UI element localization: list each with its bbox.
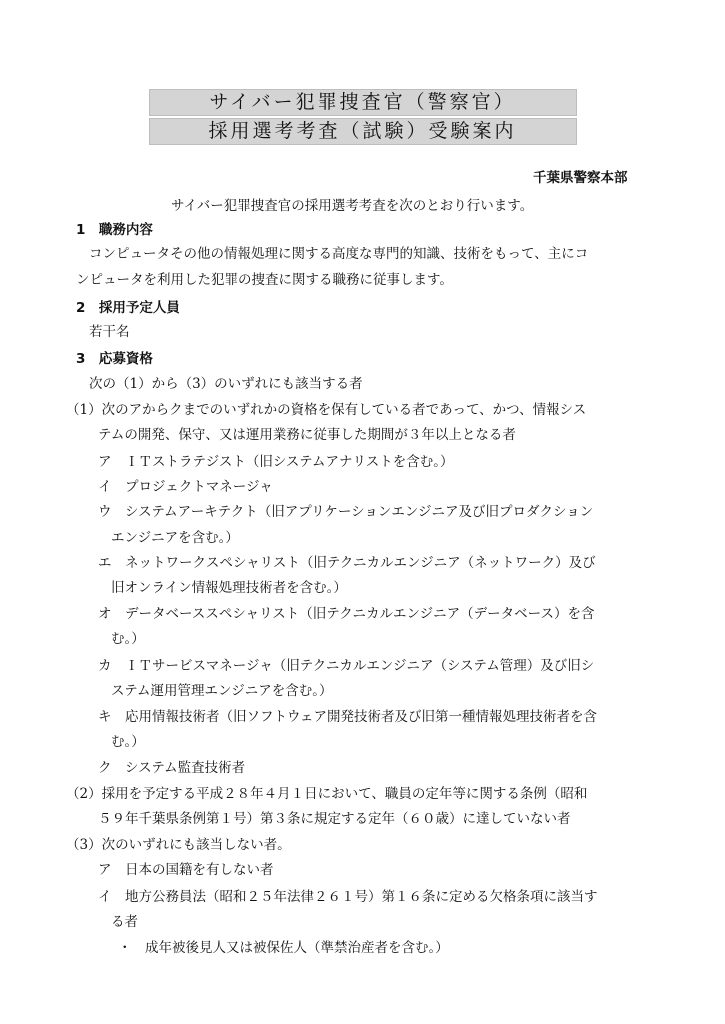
document-title-line-1: サイバー犯罪捜査官（警察官） — [149, 89, 577, 116]
qualification-ku: ク システム監査技術者 — [98, 760, 246, 776]
section-1-text-line-1: コンピュータその他の情報処理に関する高度な専門的知識、技術をもって、主にコ — [89, 246, 589, 262]
qualification-u-line-1: ウ システムアーキテクト（旧アプリケーションエンジニア及び旧プロダクション — [98, 504, 594, 520]
condition-3-bullet: ・ 成年被後見人又は被保佐人（準禁治産者を含む。） — [118, 940, 449, 956]
issuer-name: 千葉県警察本部 — [533, 170, 628, 186]
qualification-a: ア ＩＴストラテジスト（旧システムアナリストを含む。） — [98, 454, 454, 470]
condition-1-line-1: （1）次のアからクまでのいずれかの資格を保有している者であって、かつ、情報シス — [66, 402, 587, 418]
qualification-e-line-1: エ ネットワークスペシャリスト（旧テクニカルエンジニア（ネットワーク）及び — [98, 555, 596, 571]
qualification-e-line-2: 旧オンライン情報処理技術者を含む。） — [111, 580, 347, 596]
section-3-lead: 次の（1）から（3）のいずれにも該当する者 — [89, 376, 363, 392]
qualification-o-line-2: む。） — [111, 631, 145, 647]
section-1-heading: 1 職務内容 — [76, 222, 153, 238]
qualification-i: イ プロジェクトマネージャ — [98, 479, 273, 495]
qualification-ki-line-1: キ 応用情報技術者（旧ソフトウェア開発技術者及び旧第一種情報処理技術者を含 — [98, 709, 597, 725]
qualification-o-line-1: オ データベーススペシャリスト（旧テクニカルエンジニア（データベース）を含 — [98, 606, 595, 622]
title-line-1-box — [0, 89, 725, 116]
document-title-line-2: 採用選考考査（試験）受験案内 — [149, 118, 577, 145]
qualification-ki-line-2: む。） — [111, 734, 145, 750]
section-2-text: 若干名 — [89, 324, 130, 340]
qualification-ka-line-2: ステム運用管理エンジニアを含む。） — [111, 683, 333, 699]
qualification-u-line-2: エンジニアを含む。） — [111, 530, 239, 546]
section-3-heading: 3 応募資格 — [76, 351, 153, 367]
condition-3-a: ア 日本の国籍を有しない者 — [98, 862, 274, 878]
condition-2-line-2: ５９年千葉県条例第１号）第３条に規定する定年（６０歳）に達していない者 — [98, 811, 571, 827]
section-1-text-line-2: ンピュータを利用した犯罪の捜査に関する職務に従事します。 — [76, 272, 453, 288]
condition-1-line-2: テムの開発、保守、又は運用業務に従事した期間が３年以上となる者 — [98, 427, 516, 443]
title-line-2-box — [0, 118, 725, 145]
section-2-heading: 2 採用予定人員 — [76, 300, 180, 316]
condition-3-i-line-1: イ 地方公務員法（昭和２５年法律２６１号）第１６条に定める欠格条項に該当す — [98, 889, 598, 905]
qualification-ka-line-1: カ ＩＴサービスマネージャ（旧テクニカルエンジニア（システム管理）及び旧シ — [98, 658, 595, 674]
condition-3-i-line-2: る者 — [111, 914, 138, 930]
intro-text: サイバー犯罪捜査官の採用選考考査を次のとおり行います。 — [171, 198, 534, 214]
condition-2-line-1: （2）採用を予定する平成２８年４月１日において、職員の定年等に関する条例（昭和 — [66, 786, 588, 802]
condition-3: （3）次のいずれにも該当しない者。 — [66, 837, 291, 853]
